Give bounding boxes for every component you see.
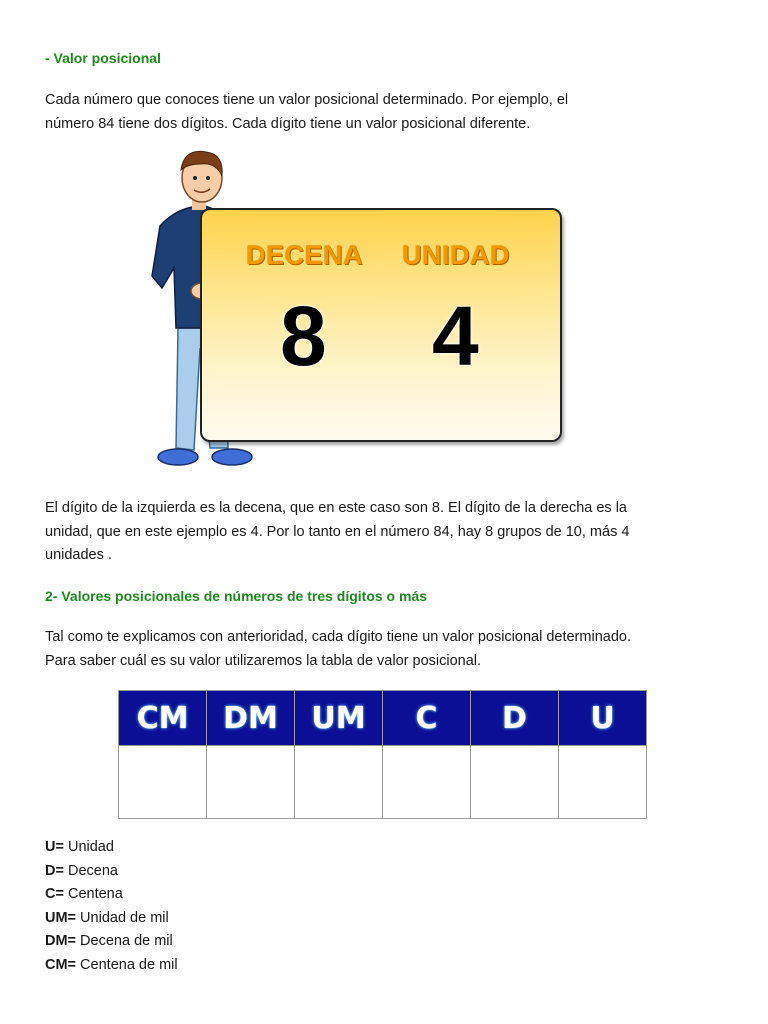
legend-abbr: C= — [45, 886, 64, 902]
explanation-line: unidad, que en este ejemplo es 4. Por lo tanto en el número 84, hay 8 grupos de 10, más 4 — [45, 523, 630, 540]
legend-item — [45, 883, 178, 907]
decena-label: DECENA — [246, 240, 364, 270]
header-dm: DM — [207, 691, 295, 746]
legend-meaning: Unidad de mil — [76, 909, 169, 926]
cell-u — [559, 746, 647, 819]
cell-dm — [207, 746, 295, 819]
legend-item — [45, 930, 178, 954]
section2-intro — [45, 626, 725, 673]
units-digit: 4 — [432, 289, 479, 383]
legend-item — [45, 860, 178, 884]
legend-meaning: Centena de mil — [76, 956, 178, 973]
header-cm: CM — [119, 691, 207, 746]
legend-item — [45, 836, 178, 860]
intro-line: Para saber cuál es su valor utilizaremos la tabla de valor posicional. — [45, 652, 482, 669]
legend-abbr: U= — [45, 839, 64, 855]
header-c: C — [383, 691, 471, 746]
section1-intro — [45, 89, 725, 136]
cell-cm — [119, 746, 207, 819]
legend-meaning: Centena — [63, 886, 123, 902]
explanation-line: unidades . — [45, 547, 112, 563]
table-header-row — [119, 691, 647, 746]
legend-meaning: Decena — [63, 862, 118, 879]
cell-d — [471, 746, 559, 819]
table-row — [119, 746, 647, 819]
unidad-label: UNIDAD — [402, 240, 510, 270]
place-value-illustration — [148, 148, 568, 478]
explanation-line: El dígito de la izquierda es la decena, que en este caso son 8. El dígito de la derecha es la — [45, 500, 627, 516]
header-u: U — [559, 691, 647, 746]
legend-meaning: Unidad — [63, 839, 114, 855]
legend-abbr: CM= — [45, 956, 77, 973]
explanation-paragraph — [45, 497, 725, 568]
section1-heading: - Valor posicional — [45, 50, 161, 66]
legend-list — [45, 836, 178, 977]
cell-um — [295, 746, 383, 819]
place-value-card — [200, 208, 562, 442]
tens-digit: 8 — [280, 289, 327, 383]
section2-heading: 2- Valores posicionales de números de tres dígitos o más — [45, 588, 428, 604]
legend-item — [45, 907, 178, 931]
place-value-table — [118, 690, 647, 819]
cell-c — [383, 746, 471, 819]
header-um: UM — [295, 691, 383, 746]
legend-abbr: DM= — [45, 933, 77, 949]
intro-line: Cada número que conoces tiene un valor posicional determinado. Por ejemplo, el — [45, 92, 569, 108]
legend-abbr: UM= — [45, 909, 77, 926]
header-d: D — [471, 691, 559, 746]
intro-line: Tal como te explicamos con anterioridad, cada dígito tiene un valor posicional determinado. — [45, 629, 631, 645]
legend-meaning: Decena de mil — [76, 933, 173, 949]
intro-line: número 84 tiene dos dígitos. Cada dígito tiene un valor posicional diferente. — [45, 115, 531, 132]
legend-item — [45, 954, 178, 978]
legend-abbr: D= — [45, 862, 64, 879]
